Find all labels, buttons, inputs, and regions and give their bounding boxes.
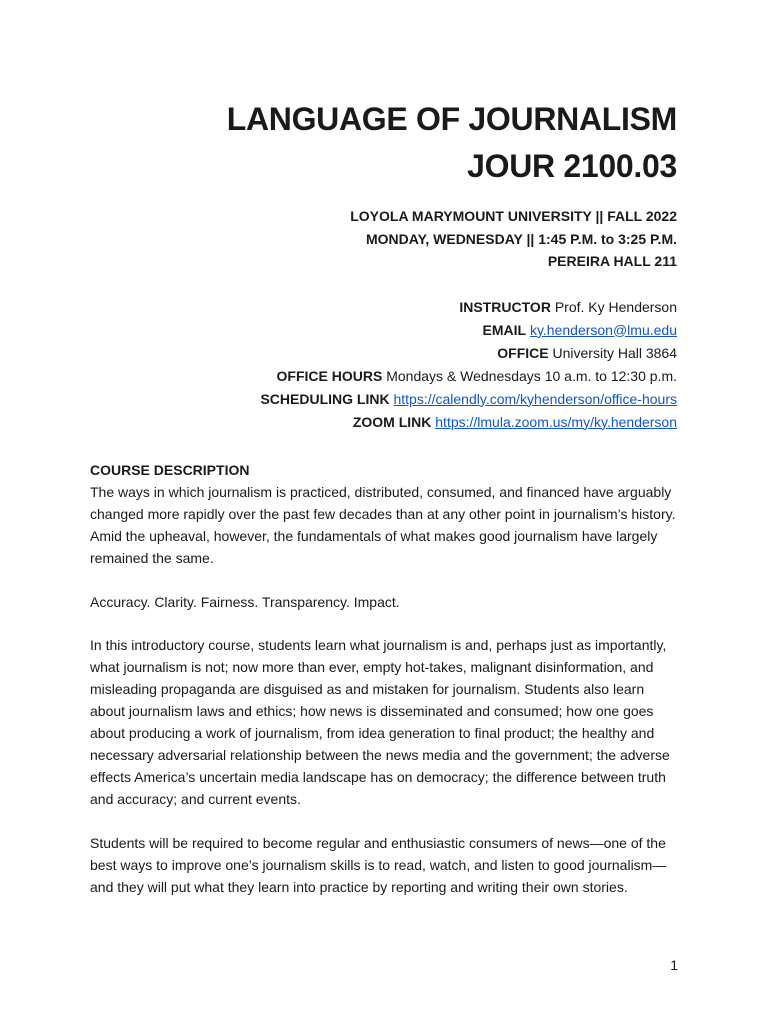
class-location: PEREIRA HALL 211: [547, 253, 677, 269]
scheduling-line: [227, 388, 677, 411]
course-title: LANGUAGE OF JOURNALISM: [226, 101, 677, 137]
scheduling-label: SCHEDULING LINK: [260, 390, 390, 407]
office-label: OFFICE: [497, 344, 549, 361]
instructor-line: [227, 296, 677, 319]
instructor-value: Prof. Ky Henderson: [554, 298, 677, 315]
email-line: [227, 319, 677, 342]
class-schedule: MONDAY, WEDNESDAY || 1:45 P.M. to 3:25 P.M.: [365, 230, 677, 247]
course-code: JOUR 2100.03: [467, 148, 677, 184]
email-link[interactable]: ky.henderson@lmu.edu: [529, 321, 677, 338]
zoom-line: [227, 411, 677, 434]
instructor-label: INSTRUCTOR: [459, 298, 551, 315]
section-heading: COURSE DESCRIPTION: [90, 462, 250, 478]
office-hours-label: OFFICE HOURS: [276, 367, 383, 384]
syllabus-header: [227, 96, 677, 434]
paragraph: The ways in which journalism is practiced, distributed, consumed, and financed have arguably changed more rapidly over the past few decades than at any other point in journalism’s history. Amid the upheaval, however, the fundamentals of what makes good journalism have largely remained the same.: [90, 484, 676, 566]
page-number: 1: [670, 957, 678, 973]
office-line: [227, 342, 677, 365]
email-label: EMAIL: [482, 321, 527, 338]
course-description-section: [90, 459, 680, 919]
paragraph: In this introductory course, students learn what journalism is and, perhaps just as importantly, what journalism is not; now more than ever, empty hot-takes, malignant disinformation, and misleading propaganda are disguised as and mistaken for journalism. Students also learn about journalism laws and ethics; how news is disseminated and consumed; how one goes about producing a work of journalism, from idea generation to final product; the healthy and necessary adversarial relationship between the news media and the government; the adverse effects America’s uncertain media landscape has on democracy; the difference between truth and accuracy; and current events.: [90, 637, 670, 807]
zoom-label: ZOOM LINK: [352, 413, 432, 430]
university-term: LOYOLA MARYMOUNT UNIVERSITY || FALL 2022: [350, 208, 677, 224]
scheduling-link[interactable]: https://calendly.com/kyhenderson/office-hours: [393, 390, 677, 407]
office-hours-value: Mondays & Wednesdays 10 a.m. to 12:30 p.m.: [386, 367, 677, 384]
paragraph: Students will be required to become regular and enthusiastic consumers of news—one of the best ways to improve one’s journalism skills is to read, watch, and listen to good journalism—and they will put what they learn into practice by reporting and writing their own stories.: [90, 834, 667, 895]
paragraph: Accuracy. Clarity. Fairness. Transparency. Impact.: [90, 593, 400, 610]
course-meta: [227, 205, 677, 273]
office-value: University Hall 3864: [552, 344, 677, 361]
instructor-info: [227, 296, 677, 434]
zoom-link[interactable]: https://lmula.zoom.us/my/ky.henderson: [435, 413, 677, 430]
office-hours-line: [227, 365, 677, 388]
